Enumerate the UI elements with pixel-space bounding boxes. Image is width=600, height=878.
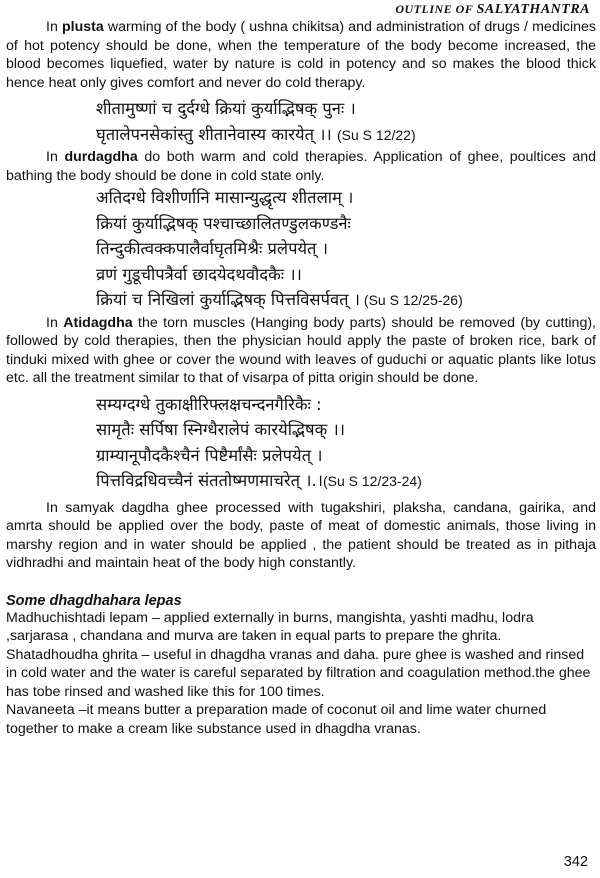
- verse-line: [6, 468, 596, 495]
- para1-lead: In: [46, 19, 62, 35]
- verse-line: [6, 287, 596, 314]
- verse-line: व्रणं गुडूचीपत्रैर्वा छादयेदथवौदकैः ।।: [96, 264, 302, 284]
- page-number: 342: [563, 854, 588, 870]
- verse-line: क्रियां कुर्याद्भिषक् पश्चाच्छालितण्डुलकण्डनैः: [96, 213, 351, 233]
- paragraph-durdagdha: [6, 148, 596, 185]
- verse-line: तिन्दुकीत्वक्कपालैर्वाघृतमिश्रैः प्रलेपयेत् ।: [96, 239, 328, 258]
- verse-line: [6, 122, 596, 149]
- verse-line: सामृतैः सर्पिषा स्निग्धैरालेपं कारयेद्भिषक् ।।: [96, 420, 345, 439]
- paragraph-atidagdha: [6, 314, 596, 388]
- para2-text: do both warm and cold therapies. Application of ghee, poultices and bathing the body should be done in cold state only.: [6, 149, 597, 184]
- verse-text: घृतालेपनसेकांस्तु शीतानेवास्य कारयेत् ।।: [96, 124, 337, 144]
- verse-line: अतिदग्धे विशीर्णानि मासान्युद्धृत्य शीतलाम् ।: [96, 188, 354, 207]
- verse-text: पित्तविद्रधिवच्चैनं संततोष्मणमाचरेत् ।.।: [96, 471, 323, 490]
- para3-lead: In: [46, 314, 64, 331]
- term-plusta: plusta: [61, 19, 104, 35]
- verse-line: सम्यग्दग्धे तुकाक्षीरिफ्लक्षचन्दनगैरिकैः :: [96, 394, 322, 414]
- paragraph-samyak-dagdha: In samyak dagdha ghee processed with tugakshiri, plaksha, candana, gairika, and amrta should be applied over the body, paste of meat of domestic animals, those living in marshy region and in water should be applied , the patient should be treated as in pithaja vidhradhi and maintain heat of the body high constantly.: [6, 499, 596, 571]
- verse-line: शीतामुष्णां च दुर्दग्धे क्रियां कुर्याद्भिषक् पुनः ।: [96, 99, 356, 118]
- verse-line: ग्राम्यानूपौदकैश्चैनं पिष्टैर्मांसैः प्रलेपयेत् ।: [96, 445, 323, 465]
- para3-text: the torn muscles (Hanging body parts) should be removed (by cutting), followed by cold therapies, then the physician hould apply the paste of broken rice, bark of tinduki mixed with ghee or cover the wound with leaves of guduchi or aquatic plants like lotus etc. all the treatment similar to that of visarpa of pitta origin should be done.: [6, 314, 596, 386]
- verse-reference: (Su S 12/22): [337, 126, 416, 143]
- term-durdagdha: durdagdha: [64, 149, 138, 165]
- paragraph-navaneeta: Navaneeta –it means butter a preparation made of coconut oil and lime water churned together to make a cream like substance used in dhagdha vranas.: [6, 702, 547, 737]
- running-header: [395, 2, 590, 18]
- header-prefix: OUTLINE OF: [395, 2, 474, 16]
- paragraph-plusta: [6, 18, 596, 92]
- page-body: [6, 18, 596, 738]
- para1-text: warming of the body ( ushna chikitsa) and administration of drugs / medicines of hot potency should be done, when the temperature of the body become increased, the blood becomes liquefied, water by nature is cold in potency and so makes the blood thick hence heat only gives comfort and never do cold therapy.: [6, 19, 596, 91]
- verse-text: क्रियां च निखिलां कुर्याद्भिषक् पित्तविसर्पवत् ।: [96, 290, 361, 309]
- section-heading: Some dhagdhahara lepas: [6, 592, 182, 609]
- verse-reference: (Su S 12/25-26): [360, 292, 463, 308]
- paragraph-madhuchishtadi: Madhuchishtadi lepam – applied externally in burns, mangishta, yashti madhu, lodra ,sarjarasa , chandana and murva are taken in equal parts to prepare the ghrita.: [6, 609, 534, 644]
- verse-reference: (Su S 12/23-24): [322, 473, 422, 489]
- para2-lead: In: [46, 149, 65, 165]
- paragraph-shatadhoudha: Shatadhoudha ghrita – useful in dhagdha vranas and daha. pure ghee is washed and rinsed in cold water and the water is careful separated by filtration and coagulation method.the ghee has tobe rinsed and washed like this for 100 times.: [6, 646, 591, 700]
- header-title: SALYATHANTRA: [476, 2, 590, 17]
- term-atidagdha: Atidagdha: [63, 314, 133, 331]
